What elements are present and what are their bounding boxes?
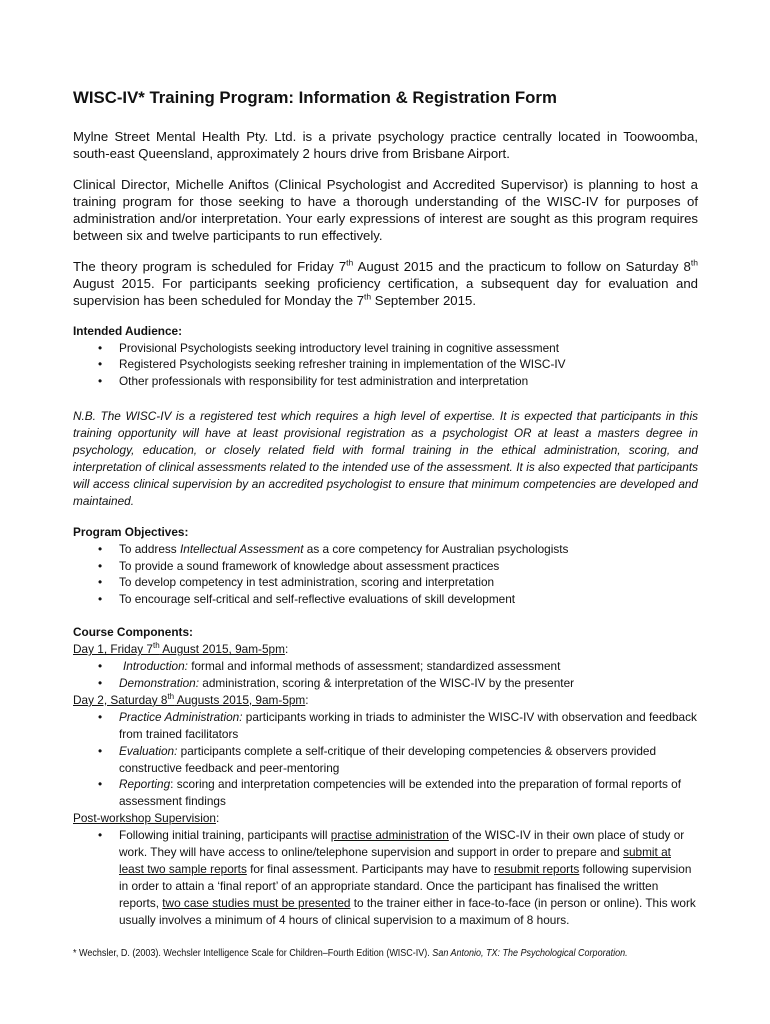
director-paragraph: Clinical Director, Michelle Aniftos (Clinical Psychologist and Accredited Supervisor) is planning to host a training program for those seeking to have a thorough understanding of the WISC-IV for purposes of administration and/or interpretation. Your early expressions of interest are sought as this program requires between six and twelve participants to run effectively. [73, 176, 698, 244]
list-item: • To develop competency in test administration, scoring and interpretation [73, 574, 698, 591]
document-page [73, 88, 698, 929]
list-item: • Other professionals with responsibility for test administration and interpretation [73, 373, 698, 390]
day2-list [73, 709, 698, 810]
list-item: • Practice Administration: participants working in triads to administer the WISC-IV with observation and feedback from trained facilitators [73, 709, 698, 743]
page-title: WISC-IV* Training Program: Information & Registration Form [73, 88, 557, 107]
audience-list [73, 340, 698, 391]
schedule-paragraph: The theory program is scheduled for Friday 7th August 2015 and the practicum to follow on Saturday 8th August 2015. For participants seeking proficiency certification, a subsequent day for evaluation and supervision has been scheduled for Monday the 7th September 2015. [73, 257, 698, 309]
list-item: • To encourage self-critical and self-reflective evaluations of skill development [73, 591, 698, 608]
footnote: * Wechsler, D. (2003). Wechsler Intelligence Scale for Children–Fourth Edition (WISC-IV). San Antonio, TX: The Psychological Corporation. [73, 948, 628, 959]
day2-heading: Day 2, Saturday 8th Augusts 2015, 9am-5pm: [73, 691, 309, 707]
list-item: • Reporting: scoring and interpretation competencies will be extended into the preparation of formal reports of assessment findings [73, 776, 698, 810]
list-item: • Evaluation: participants complete a self-critique of their developing competencies & observers provided constructive feedback and peer-mentoring [73, 743, 698, 777]
list-item: • Provisional Psychologists seeking introductory level training in cognitive assessment [73, 340, 698, 357]
nb-paragraph: N.B. The WISC-IV is a registered test which requires a high level of expertise. It is expected that participants in this training opportunity will have at least provisional registration as a psychologist OR at least a masters degree in psychology, education, or closely related field with formal training in the ethical administration, scoring, and interpretation of clinical assessments related to the intended use of the assessment. It is also expected that participants will access clinical supervision by an accredited psychologist to ensure that minimum competencies are developed and maintained. [73, 409, 698, 508]
list-item: • Demonstration: administration, scoring & interpretation of the WISC-IV by the presenter [73, 675, 698, 692]
day1-list [73, 658, 698, 692]
objectives-section [73, 524, 698, 609]
list-item: • Following initial training, participants will practise administration of the WISC-IV in their own place of study or work. They will have access to online/telephone supervision and support in order to prepare and submit at least two sample reports for final assessment. Participants may have to resubmit reports following supervision in order to attain a ‘final report’ of an appropriate standard. Once the participant has finalised the written reports, two case studies must be presented to the trainer either in face-to-face (in person or online). This work usually involves a minimum of 4 hours of clinical supervision to a maximum of 8 hours. [73, 827, 698, 928]
objectives-list [73, 541, 698, 609]
list-item: • Registered Psychologists seeking refresher training in implementation of the WISC-IV [73, 356, 698, 373]
list-item: • To address Intellectual Assessment as a core competency for Australian psychologists [73, 541, 698, 558]
course-heading: Course Components: [73, 625, 193, 640]
objectives-heading: Program Objectives: [73, 524, 189, 539]
list-item: • Introduction: formal and informal methods of assessment; standardized assessment [73, 658, 698, 675]
audience-section [73, 323, 698, 391]
post-workshop-heading: Post-workshop Supervision: [73, 811, 220, 826]
course-section [73, 624, 698, 928]
list-item: • To provide a sound framework of knowledge about assessment practices [73, 558, 698, 575]
day1-heading: Day 1, Friday 7th August 2015, 9am-5pm: [73, 641, 289, 657]
intro-paragraph: Mylne Street Mental Health Pty. Ltd. is a private psychology practice centrally located in Toowoomba, south-east Queensland, approximately 2 hours drive from Brisbane Airport. [73, 129, 698, 162]
post-workshop-list [73, 827, 698, 928]
audience-heading: Intended Audience: [73, 323, 183, 338]
